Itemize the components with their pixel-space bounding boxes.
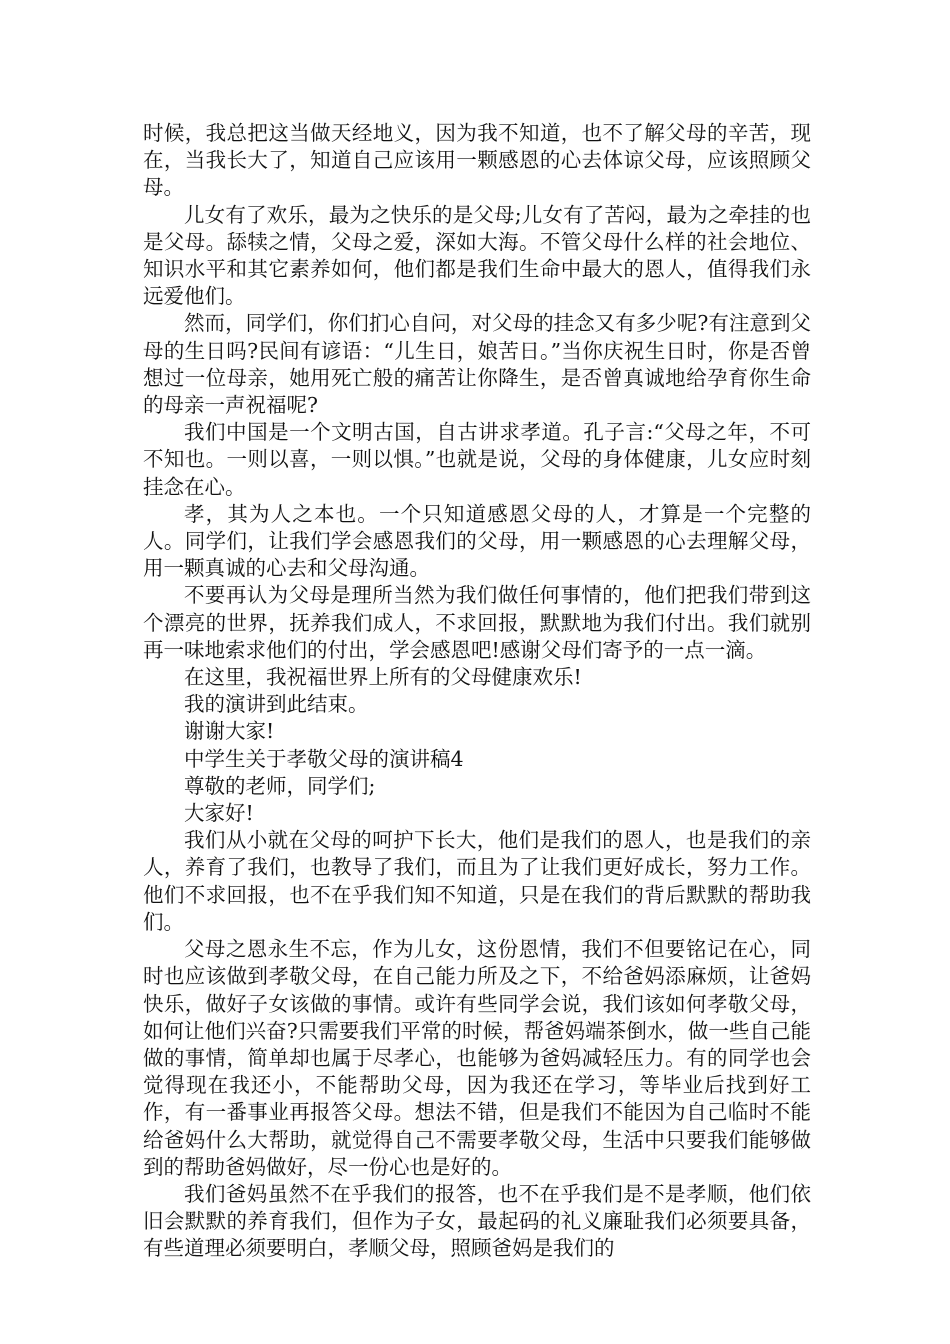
paragraph: 尊敬的老师，同学们;	[184, 773, 376, 798]
paragraph: 时候，我总把这当做天经地义，因为我不知道，也不了解父母的辛苦，现在，当我长大了，知道自己应该用一颗感恩的心去体谅父母，应该照顾父母。	[143, 121, 811, 200]
paragraph: 大家好!	[184, 801, 254, 826]
paragraph: 中学生关于孝敬父母的演讲稿4	[184, 746, 464, 771]
paragraph: 然而，同学们，你们扪心自问，对父母的挂念又有多少呢?有注意到父母的生日吗?民间有谚语：“儿生日，娘苦日。”当你庆祝生日时，你是否曾想过一位母亲，她用死亡般的痛苦让你降生，是否曾真诚地给孕育你生命的母亲一声祝福呢?	[143, 311, 811, 418]
paragraph: 孝，其为人之本也。一个只知道感恩父母的人，才算是一个完整的人。同学们，让我们学会感恩我们的父母，用一颗感恩的心去理解父母，用一颗真诚的心去和父母沟通。	[143, 501, 811, 581]
paragraph: 父母之恩永生不忘，作为儿女，这份恩情，我们不但要铭记在心，同时也应该做到孝敬父母，在自己能力所及之下，不给爸妈添麻烦，让爸妈快乐，做好子女该做的事情。或许有些同学会说，我们该如何孝敬父母，如何让他们兴奋?只需要我们平常的时候，帮爸妈端茶倒水，做一些自己能做的事情，简单却也属于尽孝心，也能够为爸妈减轻压力。有的同学也会觉得现在我还小，不能帮助父母，因为我还在学习，等毕业后找到好工作，有一番事业再报答父母。想法不错，但是我们不能因为自己临时不能给爸妈什么大帮助，就觉得自己不需要孝敬父母，生活中只要我们能够做到的帮助爸妈做好，尽一份心也是好的。	[143, 937, 811, 1179]
paragraph: 不要再认为父母是理所当然为我们做任何事情的，他们把我们带到这个漂亮的世界，抚养我们成人，不求回报，默默地为我们付出。我们就别再一味地索求他们的付出，学会感恩吧!感谢父母们寄予的一点一滴。	[143, 583, 811, 662]
paragraph: 在这里，我祝福世界上所有的父母健康欢乐!	[184, 665, 582, 690]
paragraph: 儿女有了欢乐，最为之快乐的是父母;儿女有了苦闷，最为之牵挂的也是父母。舔犊之情，父母之爱，深如大海。不管父母什么样的社会地位、知识水平和其它素养如何，他们都是我们生命中最大的恩人，值得我们永远爱他们。	[143, 202, 811, 309]
document-body	[143, 120, 811, 1263]
paragraph: 我们从小就在父母的呵护下长大，他们是我们的恩人，也是我们的亲人，养育了我们，也教导了我们，而且为了让我们更好成长，努力工作。他们不求回报，也不在乎我们知不知道，只是在我们的背后默默的帮助我们。	[143, 828, 811, 934]
paragraph: 谢谢大家!	[184, 719, 275, 744]
paragraph: 我的演讲到此结束。	[184, 692, 369, 717]
paragraph: 我们中国是一个文明古国，自古讲求孝道。孔子言:“父母之年，不可不知也。一则以喜，一则以惧。”也就是说，父母的身体健康，儿女应时刻挂念在心。	[143, 420, 811, 499]
paragraph: 我们爸妈虽然不在乎我们的报答，也不在乎我们是不是孝顺，他们依旧会默默的养育我们，但作为子女，最起码的礼义廉耻我们必须要具备，有些道理必须要明白，孝顺父母，照顾爸妈是我们的	[143, 1181, 811, 1261]
